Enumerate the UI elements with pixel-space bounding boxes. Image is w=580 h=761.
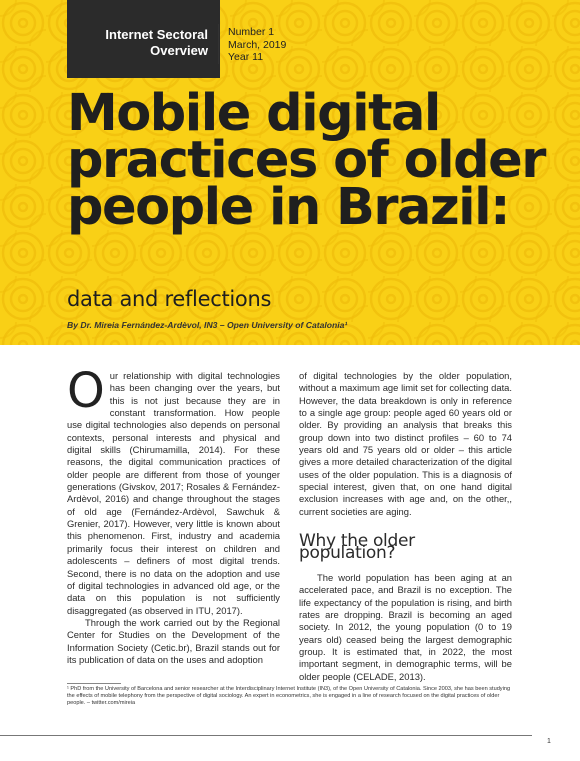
section-heading: Why the older population?	[299, 531, 415, 564]
paragraph-cetic: Through the work carried out by the Regional Center for Studies on the Development of the Information Society (Cetic.br), Brazil stands out for its publication of data on the uses and adoption	[67, 616, 280, 665]
paragraph-aging: The world population has been aging at an accelerated pace, and Brazil is no exception. The life expectancy of the population is rising, and birth rates are dropping. Brazil is becoming an aged society. In 2012, the young population (0 to 19 years old) ceased being the largest demographic group. It is estimated that, in 2022, the most important segment, in demographic terms, will be older people (CELADE, 2013).	[299, 571, 512, 682]
issue-info	[228, 26, 286, 64]
series-title: Internet Sectoral Overview	[105, 27, 208, 58]
column-left	[67, 363, 280, 666]
article-title: Mobile digital practices of older people in Brazil:	[67, 84, 545, 237]
series-badge	[67, 0, 220, 78]
issue-divider	[218, 24, 219, 64]
page-number: 1	[547, 738, 551, 745]
author-byline: By Dr. Mireia Fernández-Ardèvol, IN3 – Open University of Catalonia¹	[67, 320, 348, 330]
footnote: ¹ PhD from the University of Barcelona and senior researcher at the Interdisciplinary Internet Institute (IN3), of the Open University of Catalonia. Since 2003, she has been studying the effects of mobile telephony from the perspective of digital sociology. An expert in econometrics, she is engaged in a line of research focused on the digital practices of older people. – twitter.com/mireia	[67, 686, 511, 707]
footer-rule	[0, 735, 532, 736]
paragraph-intro	[67, 363, 280, 617]
drop-cap: O	[67, 363, 105, 419]
issue-year: Year 11	[228, 51, 264, 63]
header-banner	[0, 0, 580, 345]
article-subtitle: data and reflections	[67, 287, 272, 311]
paragraph-intro-text: ur relationship with digital technologies has been changing over the years, but this is not just because they are in constant transformation. How people use digital technologies also depends on personal contexts, personal interests and physical and digital skills (Chirumamilla, 2014). For these reasons, the digital communication practices of older people are different from those of younger generations (Givskov, 2017; Rosales & Fernández-Ardèvol, 2016) and change throughout the stages of old age (Fernández-Ardèvol, Sawchuk & Grenier, 2017). However, very little is known about this phenomenon. First, industry and academia primarily focus their interest on children and adolescents – definers of most digital trends. Second, there is no data on the adoption and use of digital technologies in advanced old age, or the data on this population is not sufficiently disaggregated (as observed in ITU, 2017).	[67, 370, 280, 616]
footnote-separator	[67, 683, 121, 684]
column-right	[299, 370, 512, 683]
issue-date: March, 2019	[228, 38, 287, 51]
issue-number: Number 1	[228, 26, 275, 38]
paragraph-breakdown: of digital technologies by the older population, without a maximum age limit set for collecting data. However, the data breakdown is only in reference to a single age group: people aged 60 years old or older. By providing an analysis that breaks this group down into two distinct profiles – 60 to 74 years old and 75 years old or older – this article gives a more detailed characterization of the digital uses of the older population. This is a diagnosis of special interest, given that, on one hand digital exclusion increases with age and, on the other,, current societies are aging.	[299, 370, 512, 517]
